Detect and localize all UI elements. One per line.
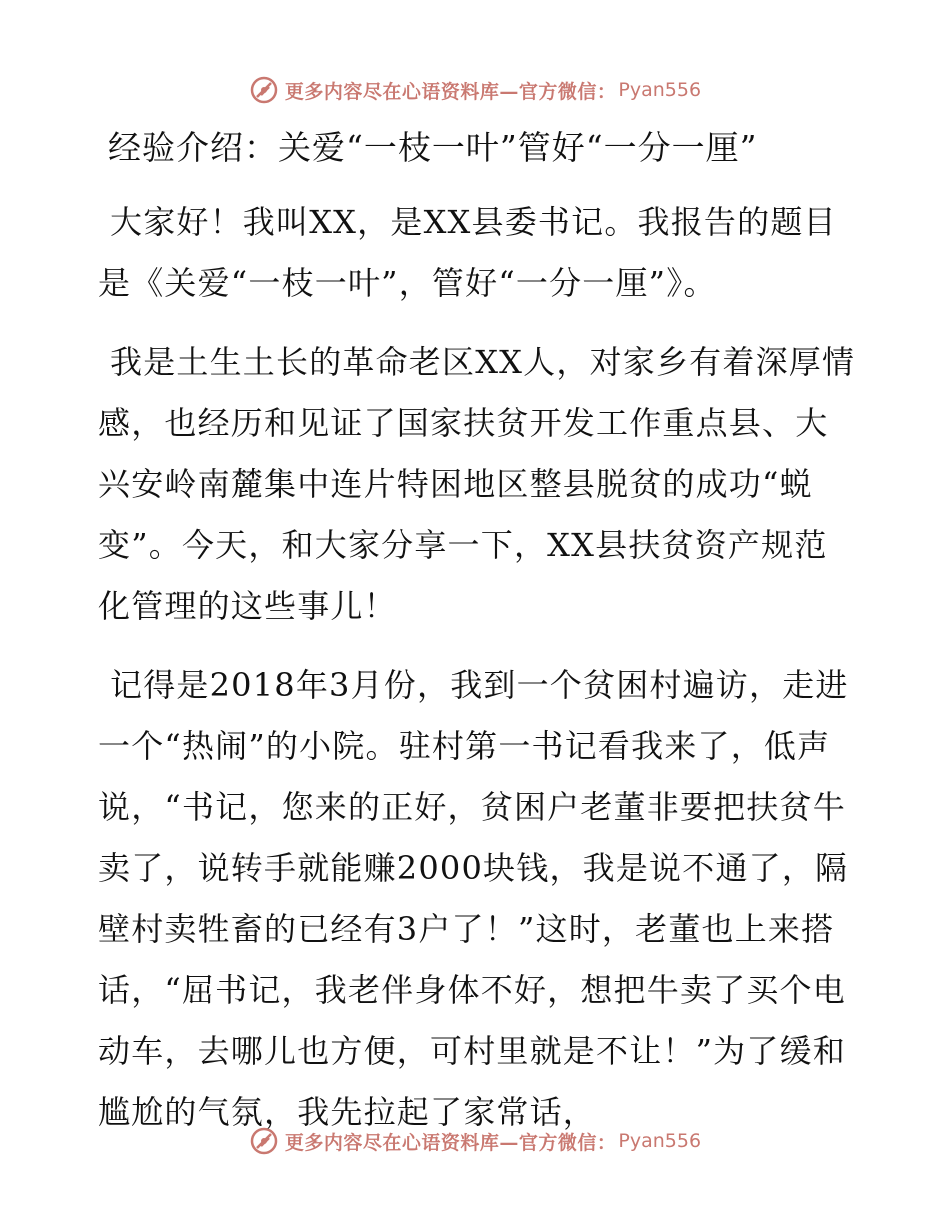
document-body [98, 120, 858, 1161]
watermark-text: 更多内容尽在心语资料库—官方微信： [284, 80, 617, 103]
document-title: 经验介绍：关爱“一枝一叶”管好“一分一厘” [108, 128, 758, 167]
quill-logo-icon [249, 75, 279, 105]
paragraph-story: 记得是2018年3月份，我到一个贫困村遍访，走进一个“热闹”的小院。驻村第一书记看我来了，低声说，“书记，您来的正好，贫困户老董非要把扶贫牛卖了，说转手就能赚2000块钱，我是说不通了，隔壁村卖牲畜的已经有3户了！”这时，老董也上来搭话，“屈书记，我老伴身体不好，想把牛卖了买个电动车，去哪儿也方便，可村里就是不让！”为了缓和尴尬的气氛，我先拉起了家常话， [98, 666, 849, 1131]
paragraph-greeting: 大家好！我叫XX，是XX县委书记。我报告的题目是《关爱“一枝一叶”，管好“一分一厘”》。 [98, 203, 837, 302]
watermark-footer [0, 1121, 950, 1161]
watermark-header [0, 70, 950, 110]
watermark-contact: Pyan556 [618, 1130, 702, 1152]
watermark-contact: Pyan556 [618, 79, 702, 101]
quill-logo-icon [249, 1126, 279, 1156]
watermark-text: 更多内容尽在心语资料库—官方微信： [284, 1131, 617, 1154]
paragraph-background: 我是土生土长的革命老区XX人，对家乡有着深厚情感，也经历和见证了国家扶贫开发工作重点县、大兴安岭南麓集中连片特困地区整县脱贫的成功“蜕变”。今天，和大家分享一下，XX县扶贫资产规范化管理的这些事儿！ [98, 343, 856, 625]
